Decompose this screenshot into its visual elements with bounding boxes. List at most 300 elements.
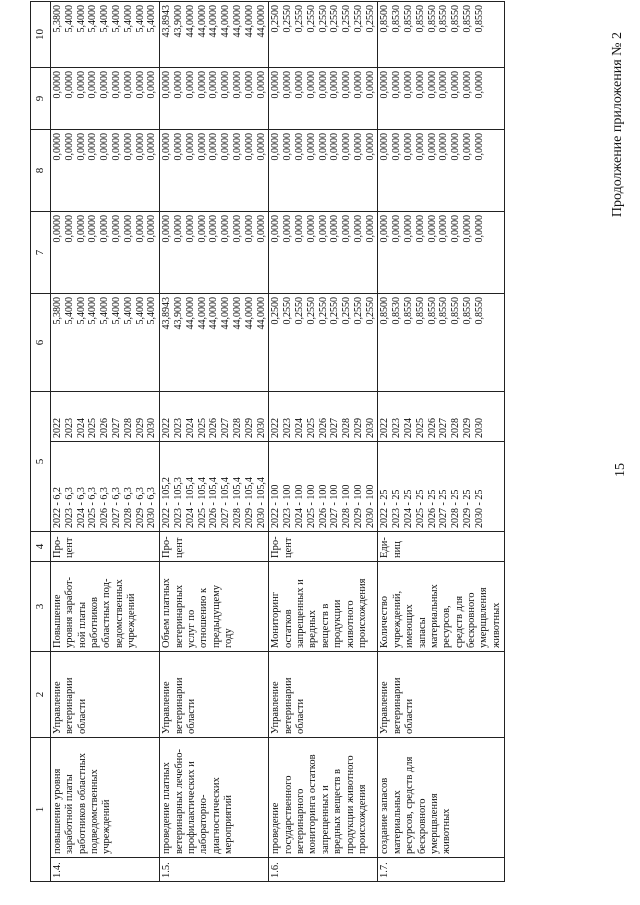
col7-values-line: 0,0000: [134, 215, 146, 243]
col8-values-line: 0,0000: [282, 133, 294, 161]
funding-years-line: 2023: [172, 418, 184, 438]
target-values-line: 2027 - 6,3: [110, 487, 122, 528]
col8-values-line: 0,0000: [414, 133, 426, 161]
activity-name-line: проведение платных: [161, 762, 173, 854]
col9-values-line: 0,0000: [403, 71, 415, 99]
col9-values-line: 0,0000: [231, 71, 243, 99]
col7-values: [269, 212, 378, 294]
col9-values-line: 0,0000: [473, 71, 485, 99]
program-table: [30, 1, 505, 882]
target-values-line: 2023 - 100: [282, 484, 294, 528]
col6-values-line: 0,8550: [450, 297, 462, 325]
col9-values-line: 0,0000: [255, 71, 267, 99]
col8-values-line: 0,0000: [146, 133, 158, 161]
col10-values-line: 5,3800: [51, 5, 63, 33]
activity-name-line: животных: [441, 808, 453, 854]
col10-values-line: 0,2550: [352, 5, 364, 33]
col7-values-line: 0,0000: [438, 215, 450, 243]
col7-values-line: 0,0000: [305, 215, 317, 243]
col6-values-line: 5,4000: [87, 297, 99, 325]
funding-years-line: 2023: [282, 418, 294, 438]
col6-values-line: 0,2550: [293, 297, 305, 325]
indicator-line: вредных: [307, 610, 319, 648]
col-head-2: 2: [31, 652, 51, 738]
col-head-10: 10: [31, 2, 51, 68]
col10-values-line: 5,4000: [134, 5, 146, 33]
executor-line: области: [404, 698, 416, 734]
col9-values-line: 0,0000: [99, 71, 111, 99]
col6-values-line: 44,0000: [196, 297, 208, 330]
indicator-line: учреждений,: [391, 590, 403, 648]
col9-values-line: 0,0000: [208, 71, 220, 99]
funding-years-line: 2030: [146, 418, 158, 438]
unit-line: Про-: [161, 536, 173, 558]
col9-values-line: 0,0000: [87, 71, 99, 99]
target-values-line: 2026 - 105,4: [208, 477, 220, 528]
indicator-line: ведомственных: [113, 579, 125, 648]
col9-values-line: 0,0000: [341, 71, 353, 99]
col8-values: [160, 130, 269, 212]
col8-values-line: 0,0000: [352, 133, 364, 161]
col8-values-line: 0,0000: [87, 133, 99, 161]
col10-values: [160, 2, 269, 68]
col7-values-line: 0,0000: [473, 215, 485, 243]
executor-line: Управление: [51, 681, 63, 734]
col7-values-line: 0,0000: [426, 215, 438, 243]
row-number: 1.4.: [50, 858, 159, 882]
col-head-9: 9: [31, 68, 51, 130]
col8-values-line: 0,0000: [438, 133, 450, 161]
col7-values-line: 0,0000: [341, 215, 353, 243]
activity-name-line: подведомственных: [89, 769, 101, 854]
funding-years-line: 2022: [270, 418, 282, 438]
executor-line: области: [185, 698, 197, 734]
col8-values-line: 0,0000: [450, 133, 462, 161]
indicator-line: животных: [490, 602, 502, 648]
col8-values-line: 0,0000: [231, 133, 243, 161]
funding-years-line: 2027: [329, 418, 341, 438]
activity-name-line: мониторинга остатков: [307, 754, 319, 854]
activity-name-line: вредных веществ в: [332, 769, 344, 854]
funding-years-line: 2027: [220, 418, 232, 438]
activity-name: [50, 738, 159, 858]
col10-values-line: 0,2500: [270, 5, 282, 33]
col10-values-line: 5,4000: [146, 5, 158, 33]
col9-values-line: 0,0000: [364, 71, 376, 99]
col6-values-line: 5,4000: [110, 297, 122, 325]
col9-values-line: 0,0000: [63, 71, 75, 99]
col6-values-line: 0,2550: [305, 297, 317, 325]
col7-values-line: 0,0000: [414, 215, 426, 243]
activity-name-line: учреждений: [101, 799, 113, 854]
col9-values-line: 0,0000: [293, 71, 305, 99]
indicator-line: Количество: [379, 595, 391, 648]
target-values-line: 2024 - 6,3: [75, 487, 87, 528]
col6-values-line: 0,2500: [270, 297, 282, 325]
funding-years-line: 2024: [75, 418, 87, 438]
indicator-line: материальных: [428, 584, 440, 648]
target-values-line: 2023 - 25: [391, 489, 403, 528]
col8-values-line: 0,0000: [329, 133, 341, 161]
funding-years-line: 2024: [184, 418, 196, 438]
indicator-line: остатков: [282, 609, 294, 648]
unit-line: цент: [64, 537, 76, 558]
col10-values-line: 43,8943: [161, 5, 173, 38]
col10-values-line: 5,4000: [75, 5, 87, 33]
col10-values-line: 0,2550: [341, 5, 353, 33]
unit: [378, 532, 505, 562]
target-values-line: 2024 - 25: [403, 489, 415, 528]
unit: [269, 532, 378, 562]
col-head-1: 1: [31, 738, 51, 882]
activity-name: [378, 738, 505, 858]
indicator-line: средств для: [453, 595, 465, 648]
funding-years-line: 2025: [414, 418, 426, 438]
activity-name-line: работников областных: [76, 753, 88, 854]
target-values: [160, 442, 269, 532]
col10-values-line: 0,8550: [473, 5, 485, 33]
executor-line: Управление: [161, 681, 173, 734]
col6-values-line: 5,4000: [75, 297, 87, 325]
col8-values-line: 0,0000: [172, 133, 184, 161]
col6-values-line: 0,2550: [352, 297, 364, 325]
unit-line: цент: [173, 537, 185, 558]
target-values: [269, 442, 378, 532]
col6-values: [50, 294, 159, 392]
col10-values-line: 5,4000: [99, 5, 111, 33]
indicator: [160, 562, 269, 652]
funding-years-line: 2024: [403, 418, 415, 438]
col8-values-line: 0,0000: [243, 133, 255, 161]
activity-name-line: запрещенных и: [319, 785, 331, 854]
target-values-line: 2024 - 100: [293, 484, 305, 528]
funding-years-line: 2025: [196, 418, 208, 438]
funding-years-line: 2027: [438, 418, 450, 438]
col8-values-line: 0,0000: [403, 133, 415, 161]
col-head-8: 8: [31, 130, 51, 212]
target-values-line: 2023 - 105,3: [172, 477, 184, 528]
funding-years-line: 2029: [243, 418, 255, 438]
col7-values-line: 0,0000: [379, 215, 391, 243]
activity-name-line: профилактических и: [185, 761, 197, 854]
target-values-line: 2030 - 105,4: [255, 477, 267, 528]
target-values-line: 2030 - 100: [364, 484, 376, 528]
activity-name-line: умерщвления: [428, 793, 440, 854]
executor: [269, 652, 378, 738]
col8-values-line: 0,0000: [208, 133, 220, 161]
col-head-5: 5: [31, 392, 51, 532]
activity-name-line: мероприятий: [223, 795, 235, 854]
rotated-page: [20, 5, 628, 892]
col9-values-line: 0,0000: [220, 71, 232, 99]
activity-name-line: государственного: [282, 775, 294, 854]
funding-years-line: 2026: [208, 418, 220, 438]
executor-line: ветеринарии: [173, 677, 185, 734]
col10-values-line: 0,2550: [329, 5, 341, 33]
col7-values-line: 0,0000: [450, 215, 462, 243]
col6-values-line: 44,0000: [208, 297, 220, 330]
col8-values-line: 0,0000: [63, 133, 75, 161]
col9-values-line: 0,0000: [161, 71, 173, 99]
col8-values: [269, 130, 378, 212]
indicator: [269, 562, 378, 652]
col10-values-line: 44,0000: [196, 5, 208, 38]
col10-values-line: 0,8550: [426, 5, 438, 33]
col6-values-line: 0,8550: [473, 297, 485, 325]
indicator-line: ветеринарных: [173, 584, 185, 648]
col8-values: [378, 130, 505, 212]
col6-values-line: 43,9000: [172, 297, 184, 330]
col10-values-line: 5,4000: [87, 5, 99, 33]
col7-values-line: 0,0000: [184, 215, 196, 243]
activity-name-line: материальных: [391, 790, 403, 854]
col7-values-line: 0,0000: [87, 215, 99, 243]
unit-line: Еди-: [379, 537, 391, 558]
col8-values-line: 0,0000: [293, 133, 305, 161]
col6-values-line: 0,8550: [426, 297, 438, 325]
unit-line: ниц: [391, 541, 403, 558]
target-values-line: 2029 - 100: [352, 484, 364, 528]
col6-values-line: 5,4000: [122, 297, 134, 325]
col9-values-line: 0,0000: [51, 71, 63, 99]
funding-years-line: 2023: [391, 418, 403, 438]
col9-values-line: 0,0000: [317, 71, 329, 99]
col9-values-line: 0,0000: [110, 71, 122, 99]
indicator-line: предыдущему: [210, 584, 222, 648]
col10-values-line: 0,8550: [403, 5, 415, 33]
indicator-line: продукции: [332, 599, 344, 648]
funding-years-line: 2026: [99, 418, 111, 438]
col6-values-line: 0,8550: [462, 297, 474, 325]
col8-values-line: 0,0000: [364, 133, 376, 161]
activity-name-line: ветеринарных лечебно-: [173, 748, 185, 854]
row-number: 1.6.: [269, 858, 378, 882]
funding-years-line: 2029: [462, 418, 474, 438]
col7-values-line: 0,0000: [270, 215, 282, 243]
target-values-line: 2030 - 6,3: [146, 487, 158, 528]
col9-values: [378, 68, 505, 130]
col10-values-line: 44,0000: [255, 5, 267, 38]
col7-values: [160, 212, 269, 294]
activity-name-line: ресурсов, средств для: [404, 756, 416, 854]
activity-name-line: диагностических: [210, 777, 222, 854]
col6-values-line: 44,0000: [243, 297, 255, 330]
col9-values-line: 0,0000: [426, 71, 438, 99]
target-values-line: 2025 - 25: [414, 489, 426, 528]
executor-line: ветеринарии: [64, 677, 76, 734]
target-values-line: 2027 - 25: [438, 489, 450, 528]
executor-line: ветеринарии: [391, 677, 403, 734]
col9-values-line: 0,0000: [270, 71, 282, 99]
col7-values-line: 0,0000: [462, 215, 474, 243]
unit: [160, 532, 269, 562]
col10-values-line: 0,8530: [391, 5, 403, 33]
col6-values-line: 0,8550: [438, 297, 450, 325]
col9-values-line: 0,0000: [352, 71, 364, 99]
indicator-line: учреждений: [126, 593, 138, 648]
col10-values: [50, 2, 159, 68]
funding-years-line: 2022: [161, 418, 173, 438]
activity-name-line: повышение уровня: [51, 768, 63, 854]
col10-values-line: 44,0000: [243, 5, 255, 38]
col6-values-line: 0,8550: [414, 297, 426, 325]
col6-values: [378, 294, 505, 392]
col7-values-line: 0,0000: [391, 215, 403, 243]
col6-values-line: 0,8500: [379, 297, 391, 325]
col10-values-line: 44,0000: [184, 5, 196, 38]
col9-values-line: 0,0000: [282, 71, 294, 99]
funding-years: [269, 392, 378, 442]
col8-values-line: 0,0000: [317, 133, 329, 161]
funding-years-line: 2022: [379, 418, 391, 438]
col8-values-line: 0,0000: [255, 133, 267, 161]
funding-years-line: 2023: [63, 418, 75, 438]
col-head-4: 4: [31, 532, 51, 562]
target-values-line: 2026 - 25: [426, 489, 438, 528]
col9-values-line: 0,0000: [243, 71, 255, 99]
target-values-line: 2025 - 6,3: [87, 487, 99, 528]
column-number-row: [31, 2, 51, 882]
col-head-7: 7: [31, 212, 51, 294]
col9-values-line: 0,0000: [122, 71, 134, 99]
executor-line: ветеринарии: [282, 677, 294, 734]
table-row: [269, 2, 378, 882]
col10-values-line: 0,8550: [414, 5, 426, 33]
row-number: 1.5.: [160, 858, 269, 882]
col7-values-line: 0,0000: [75, 215, 87, 243]
target-values-line: 2025 - 100: [305, 484, 317, 528]
col9-values-line: 0,0000: [172, 71, 184, 99]
table-row: [160, 2, 269, 882]
col6-values-line: 44,0000: [255, 297, 267, 330]
col8-values-line: 0,0000: [196, 133, 208, 161]
target-values-line: 2029 - 105,4: [243, 477, 255, 528]
col7-values-line: 0,0000: [208, 215, 220, 243]
target-values-line: 2030 - 25: [473, 489, 485, 528]
col6-values-line: 0,2550: [364, 297, 376, 325]
col7-values: [378, 212, 505, 294]
col7-values: [50, 212, 159, 294]
target-values: [50, 442, 159, 532]
table-row: [50, 2, 159, 882]
funding-years-line: 2028: [341, 418, 353, 438]
col7-values-line: 0,0000: [196, 215, 208, 243]
indicator-line: умерщвления: [478, 587, 490, 648]
col6-values-line: 44,0000: [220, 297, 232, 330]
activity-name-line: ветеринарного: [295, 788, 307, 854]
col9-values: [50, 68, 159, 130]
col10-values-line: 0,2550: [305, 5, 317, 33]
indicator-line: запрещенных и: [295, 579, 307, 648]
indicator-line: отношению к: [198, 587, 210, 648]
unit-line: цент: [282, 537, 294, 558]
indicator-line: происхождения: [356, 578, 368, 648]
col9-values-line: 0,0000: [391, 71, 403, 99]
indicator: [378, 562, 505, 652]
executor-line: области: [76, 698, 88, 734]
col9-values-line: 0,0000: [329, 71, 341, 99]
col8-values-line: 0,0000: [161, 133, 173, 161]
indicator-line: областных под-: [101, 578, 113, 648]
activity-name-line: бескровного: [416, 798, 428, 854]
funding-years-line: 2028: [450, 418, 462, 438]
target-values-line: 2024 - 105,4: [184, 477, 196, 528]
funding-years-line: 2025: [305, 418, 317, 438]
col10-values-line: 0,8550: [438, 5, 450, 33]
activity-name: [160, 738, 269, 858]
col6-values-line: 0,8530: [391, 297, 403, 325]
col6-values-line: 44,0000: [184, 297, 196, 330]
col6-values-line: 5,3800: [51, 297, 63, 325]
col-head-6: 6: [31, 294, 51, 392]
indicator-line: Повышение: [51, 594, 63, 648]
target-values-line: 2025 - 105,4: [196, 477, 208, 528]
col8-values-line: 0,0000: [426, 133, 438, 161]
col6-values-line: 44,0000: [231, 297, 243, 330]
col10-values: [269, 2, 378, 68]
funding-years-line: 2030: [364, 418, 376, 438]
col10-values-line: 0,2550: [317, 5, 329, 33]
col9-values-line: 0,0000: [75, 71, 87, 99]
target-values-line: 2023 - 6,3: [63, 487, 75, 528]
funding-years: [160, 392, 269, 442]
activity-name: [269, 738, 378, 858]
col10-values-line: 44,0000: [220, 5, 232, 38]
unit-line: Про-: [270, 536, 282, 558]
col7-values-line: 0,0000: [243, 215, 255, 243]
activity-name-line: проведение: [270, 802, 282, 854]
unit-line: Про-: [51, 536, 63, 558]
col6-values-line: 0,2550: [282, 297, 294, 325]
col8-values-line: 0,0000: [220, 133, 232, 161]
target-values-line: 2022 - 105,2: [161, 477, 173, 528]
col10-values-line: 44,0000: [208, 5, 220, 38]
col7-values-line: 0,0000: [110, 215, 122, 243]
col9-values-line: 0,0000: [450, 71, 462, 99]
col10-values-line: 0,2550: [364, 5, 376, 33]
row-number: 1.7.: [378, 858, 505, 882]
funding-years-line: 2022: [51, 418, 63, 438]
col7-values-line: 0,0000: [282, 215, 294, 243]
target-values: [378, 442, 505, 532]
col6-values: [160, 294, 269, 392]
col10-values-line: 0,2550: [282, 5, 294, 33]
col8-values-line: 0,0000: [462, 133, 474, 161]
activity-name-line: лабораторно-: [198, 794, 210, 854]
funding-years-line: 2027: [110, 418, 122, 438]
col9-values-line: 0,0000: [438, 71, 450, 99]
indicator-line: Объем платных: [161, 578, 173, 648]
indicator-line: веществ в: [319, 603, 331, 648]
target-values-line: 2026 - 6,3: [99, 487, 111, 528]
col10-values-line: 0,8550: [462, 5, 474, 33]
indicator-line: ресурсов,: [441, 605, 453, 648]
indicator-line: ной платы: [76, 601, 88, 648]
col6-values-line: 5,4000: [146, 297, 158, 325]
indicator-line: Мониторинг: [270, 591, 282, 648]
col6-values-line: 5,4000: [99, 297, 111, 325]
col7-values-line: 0,0000: [63, 215, 75, 243]
col7-values-line: 0,0000: [293, 215, 305, 243]
col6-values-line: 0,2550: [341, 297, 353, 325]
funding-years-line: 2026: [426, 418, 438, 438]
col7-values-line: 0,0000: [352, 215, 364, 243]
col10-values-line: 0,8500: [379, 5, 391, 33]
col9-values-line: 0,0000: [146, 71, 158, 99]
funding-years-line: 2025: [87, 418, 99, 438]
target-values-line: 2026 - 100: [317, 484, 329, 528]
col10-values-line: 0,2550: [293, 5, 305, 33]
